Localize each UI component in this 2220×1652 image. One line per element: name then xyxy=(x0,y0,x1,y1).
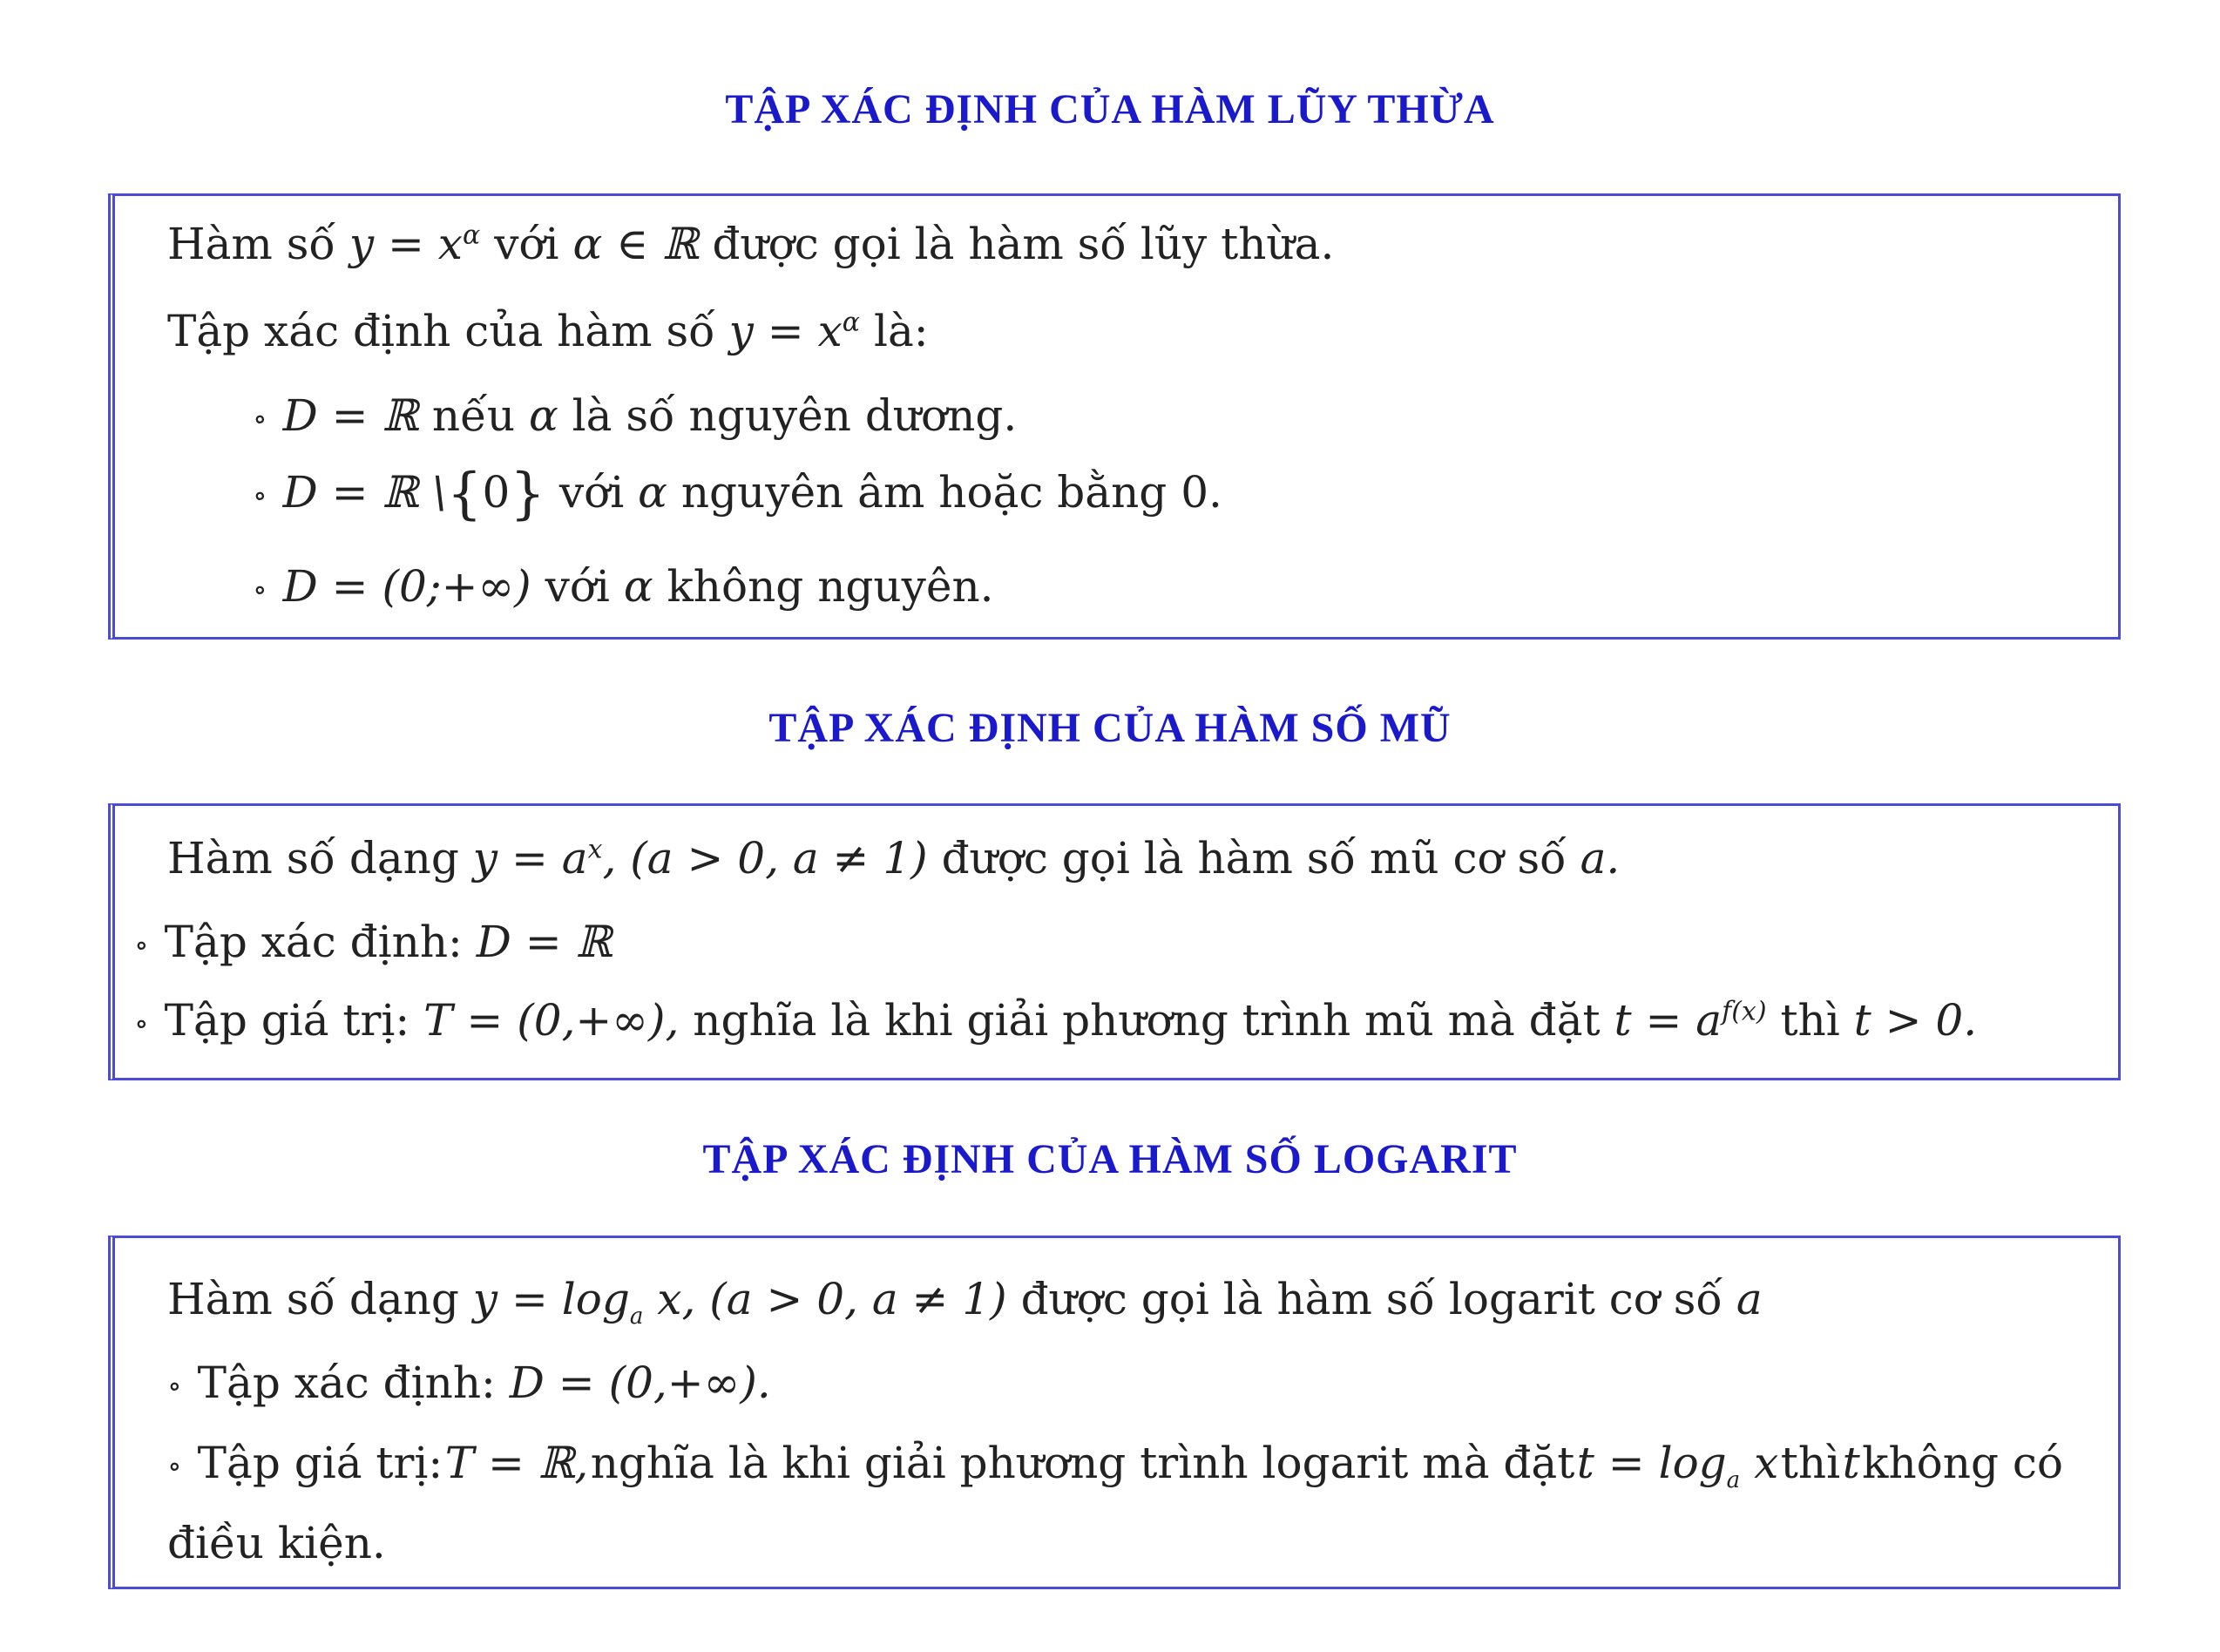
bullet-icon: ∘ xyxy=(253,402,267,437)
exponential-function-definition: Hàm số dạng $y = a^x$, (a > 0, a ≠ 1) được gọi là hàm số mũ cơ số a. xyxy=(167,833,1621,884)
logarithmic-function-box xyxy=(108,1236,2121,1589)
formula-y-log-a-x: $y = \log_a x$, xyxy=(472,1274,696,1330)
power-case-negative-integer: ∘ D = ℝ \{0} với α nguyên âm hoặc bằng 0. xyxy=(253,462,1222,526)
formula-y-a-x: $y = a^x$ xyxy=(472,833,603,884)
logarithmic-domain: ∘ Tập xác định: D = (0,+∞). xyxy=(167,1357,771,1408)
power-function-definition: Hàm số $y = x^\alpha$ với α ∈ ℝ được gọi là hàm số lũy thừa. xyxy=(167,219,1335,269)
section-title-logarithmic-function: TẬP XÁC ĐỊNH CỦA HÀM SỐ LOGARIT xyxy=(702,1136,1518,1182)
logarithmic-range: ∘ Tập giá trị: T = ℝ, nghĩa là khi giải phương trình logarit mà đặt $t = \log_a x$ thì t không có xyxy=(167,1438,2063,1493)
bullet-icon: ∘ xyxy=(253,572,267,607)
formula-y-x-alpha: $y = x^\alpha$ xyxy=(349,219,481,269)
bullet-icon: ∘ xyxy=(167,1369,182,1404)
bullet-icon: ∘ xyxy=(134,1006,149,1041)
section-title-exponential-function: TẬP XÁC ĐỊNH CỦA HÀM SỐ MŨ xyxy=(768,705,1452,751)
power-function-domain-intro: Tập xác định của hàm số $y = x^\alpha$ là: xyxy=(167,306,929,356)
exponential-domain: ∘ Tập xác định: D = ℝ xyxy=(134,917,613,967)
section-title-power-function: TẬP XÁC ĐỊNH CỦA HÀM LŨY THỪA xyxy=(725,86,1495,132)
formula-alpha-in-R: α ∈ ℝ xyxy=(572,219,699,269)
formula-t-a-fx: $t = a^{f(x)}$ xyxy=(1614,995,1767,1046)
exponential-range: ∘ Tập giá trị: T = (0,+∞), nghĩa là khi giải phương trình mũ mà đặt $t = a^{f(x)}$ thì t > 0. xyxy=(134,995,1978,1046)
power-case-non-integer: ∘ D = (0;+∞) với α không nguyên. xyxy=(253,561,994,612)
logarithmic-range-continued: điều kiện. xyxy=(167,1518,386,1568)
bullet-icon: ∘ xyxy=(167,1449,182,1484)
exponential-function-box xyxy=(108,803,2121,1080)
bullet-icon: ∘ xyxy=(253,478,267,513)
formula-t-log-a-x: $t = \log_a x$ xyxy=(1576,1438,1779,1493)
power-function-box xyxy=(108,193,2121,640)
logarithmic-function-definition: Hàm số dạng $y = \log_a x$, (a > 0, a ≠ 1) được gọi là hàm số logarit cơ số a xyxy=(167,1274,1763,1330)
bullet-icon: ∘ xyxy=(134,928,149,963)
power-case-positive-integer: ∘ D = ℝ nếu α là số nguyên dương. xyxy=(253,390,1018,441)
formula-y-x-alpha-2: $y = x^\alpha$ xyxy=(728,306,861,356)
